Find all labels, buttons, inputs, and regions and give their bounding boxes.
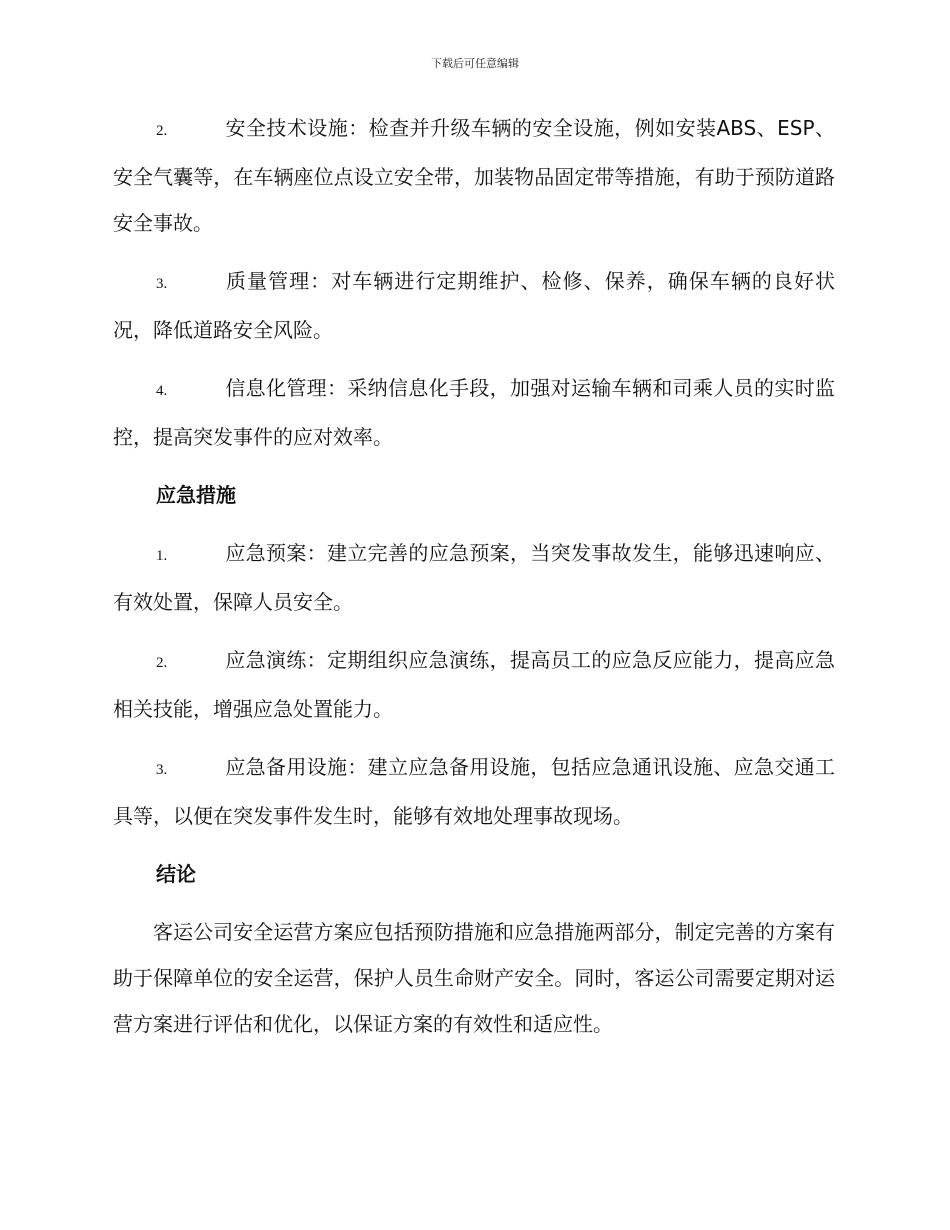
list-text: 应急演练：定期组织应急演练，提高员工的应急反应能力，提高应急相关技能，增强应急处置能力。 xyxy=(113,648,835,721)
list-item xyxy=(113,258,835,353)
list-text: 应急预案：建立完善的应急预案，当突发事故发生，能够迅速响应、有效处置，保障人员安全。 xyxy=(113,541,835,614)
list-text: 质量管理：对车辆进行定期维护、检修、保养，确保车辆的良好状况，降低道路安全风险。 xyxy=(113,269,835,342)
document-body xyxy=(113,105,835,1059)
list-text: 信息化管理：采纳信息化手段，加强对运输车辆和司乘人员的实时监控，提高突发事件的应对效率。 xyxy=(113,376,835,449)
list-number: 3. xyxy=(156,276,168,292)
list-number: 4. xyxy=(156,383,168,399)
list-number: 2. xyxy=(156,123,168,139)
list-number: 1. xyxy=(156,548,168,564)
list-item xyxy=(113,365,835,460)
list-item xyxy=(113,744,835,839)
list-item xyxy=(113,637,835,732)
list-text: 安全技术设施：检查并升级车辆的安全设施，例如安装ABS、ESP、安全气囊等，在车辆座位点设立安全带，加装物品固定带等措施，有助于预防道路安全事故。 xyxy=(113,116,835,235)
section-heading-conclusion: 结论 xyxy=(156,862,196,886)
list-text: 应急备用设施：建立应急备用设施，包括应急通讯设施、应急交通工具等，以便在突发事件发生时，能够有效地处理事故现场。 xyxy=(113,755,835,828)
page-header: 下载后可任意编辑 xyxy=(431,57,519,70)
list-number: 3. xyxy=(156,762,168,778)
list-item xyxy=(113,530,835,625)
conclusion-paragraph: 客运公司安全运营方案应包括预防措施和应急措施两部分，制定完善的方案有助于保障单位的安全运营，保护人员生命财产安全。同时，客运公司需要定期对运营方案进行评估和优化，以保证方案的有效性和适应性。 xyxy=(113,920,835,1036)
section-heading-emergency: 应急措施 xyxy=(156,483,236,507)
list-number: 2. xyxy=(156,655,168,671)
list-item xyxy=(113,105,835,246)
